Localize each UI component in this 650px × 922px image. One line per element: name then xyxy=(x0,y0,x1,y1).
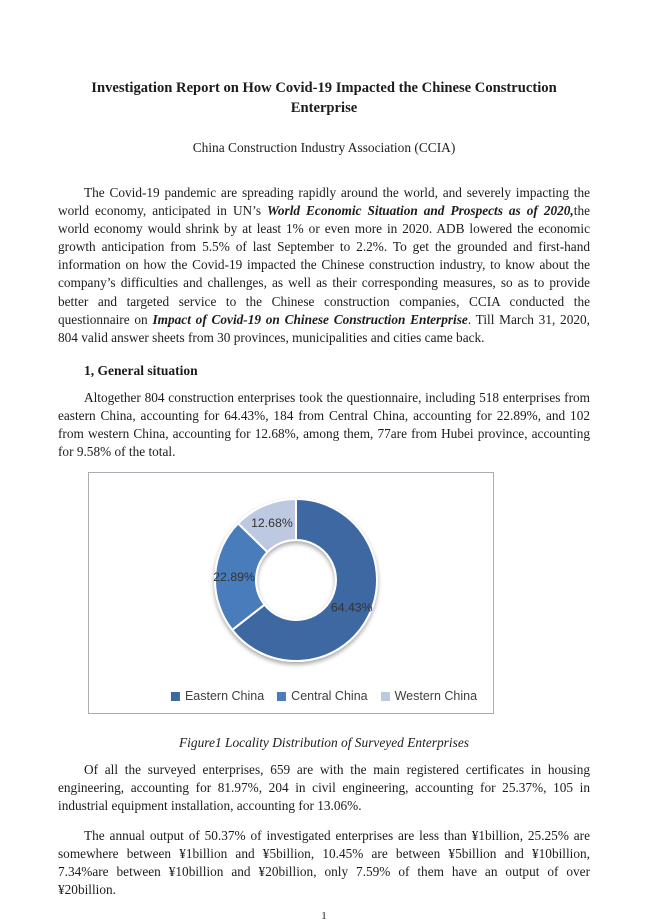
report-name-emphasis: World Economic Situation and Prospects as of 2020, xyxy=(267,203,574,219)
figure-caption: Figure1 Locality Distribution of Surveyed Enterprises xyxy=(179,735,469,751)
section-heading-general-situation: 1, General situation xyxy=(84,362,198,378)
legend-swatch xyxy=(381,692,390,701)
paragraph-intro-pre: The Covid-19 pandemic are spreading rapidly around the world, and severely impacting the world economy, anticipated in UN’s xyxy=(58,185,590,219)
figure-box xyxy=(88,472,494,714)
chart-data-label: 12.68% xyxy=(251,516,293,531)
paragraph-intro-mid: the world economy would shrink by at least 1% or even more in 2020. ADB lowered the economic growth anticipation from 5.5% of last September to 2.2%. To get the grounded and first-hand information on how the Covid-19 impacted the Chinese construction industry, to know about the company’s difficulties and challenges, as well as their corresponding measures, so as to provide better and targeted service to the Chinese construction companies, CCIA conducted the questionnaire on xyxy=(58,203,591,327)
legend-item-eastern-china xyxy=(171,689,264,703)
paragraph-intro xyxy=(58,184,590,347)
questionnaire-name-emphasis: Impact of Covid-19 on Chinese Construction Enterprise xyxy=(152,311,468,327)
legend-label: Eastern China xyxy=(184,689,265,704)
paragraph-certificates: Of all the surveyed enterprises, 659 are with the main registered certificates in housing engineering, accounting for 81.97%, 204 in civil engineering, accounting for 25.37%, 105 in industrial equipment installation, accounting for 13.06%. xyxy=(58,762,590,814)
legend-swatch xyxy=(171,692,180,701)
paragraph-annual-output: The annual output of 50.37% of investigated enterprises are less than ¥1billion, 25.25% are somewhere between ¥1billion and ¥5billion, 10.45% are between ¥5billion and ¥10billion, 7.34%are between ¥10billion and ¥20billion, only 7.59% of them have an output of over ¥20billion. xyxy=(58,827,590,897)
chart-data-label: 22.89% xyxy=(213,570,255,585)
paragraph-intro-post: . Till March 31, 2020, 804 valid answer sheets from 30 provinces, municipalities and cities came back. xyxy=(58,311,590,345)
legend-label: Western China xyxy=(394,689,478,704)
doc-title: Investigation Report on How Covid-19 Impacted the Chinese Construction Enterprise xyxy=(91,80,557,116)
legend-swatch xyxy=(277,692,286,701)
legend-item-central-china xyxy=(277,689,367,703)
legend-item-western-china xyxy=(381,689,477,703)
chart-legend xyxy=(171,689,477,703)
doc-subtitle: China Construction Industry Association (CCIA) xyxy=(192,140,456,155)
donut-chart-svg xyxy=(89,473,493,713)
paragraph-general-situation: Altogether 804 construction enterprises took the questionnaire, including 518 enterprises from eastern China, accounting for 64.43%, 184 from Central China, accounting for 22.89%, and 102 from western China, accounting for 12.68%, among them, 77are from Hubei province, accounting for 9.58% of the total. xyxy=(58,389,590,460)
legend-label: Central China xyxy=(291,689,368,704)
page-number: 1 xyxy=(321,909,327,922)
chart-data-label: 64.43% xyxy=(330,600,373,615)
